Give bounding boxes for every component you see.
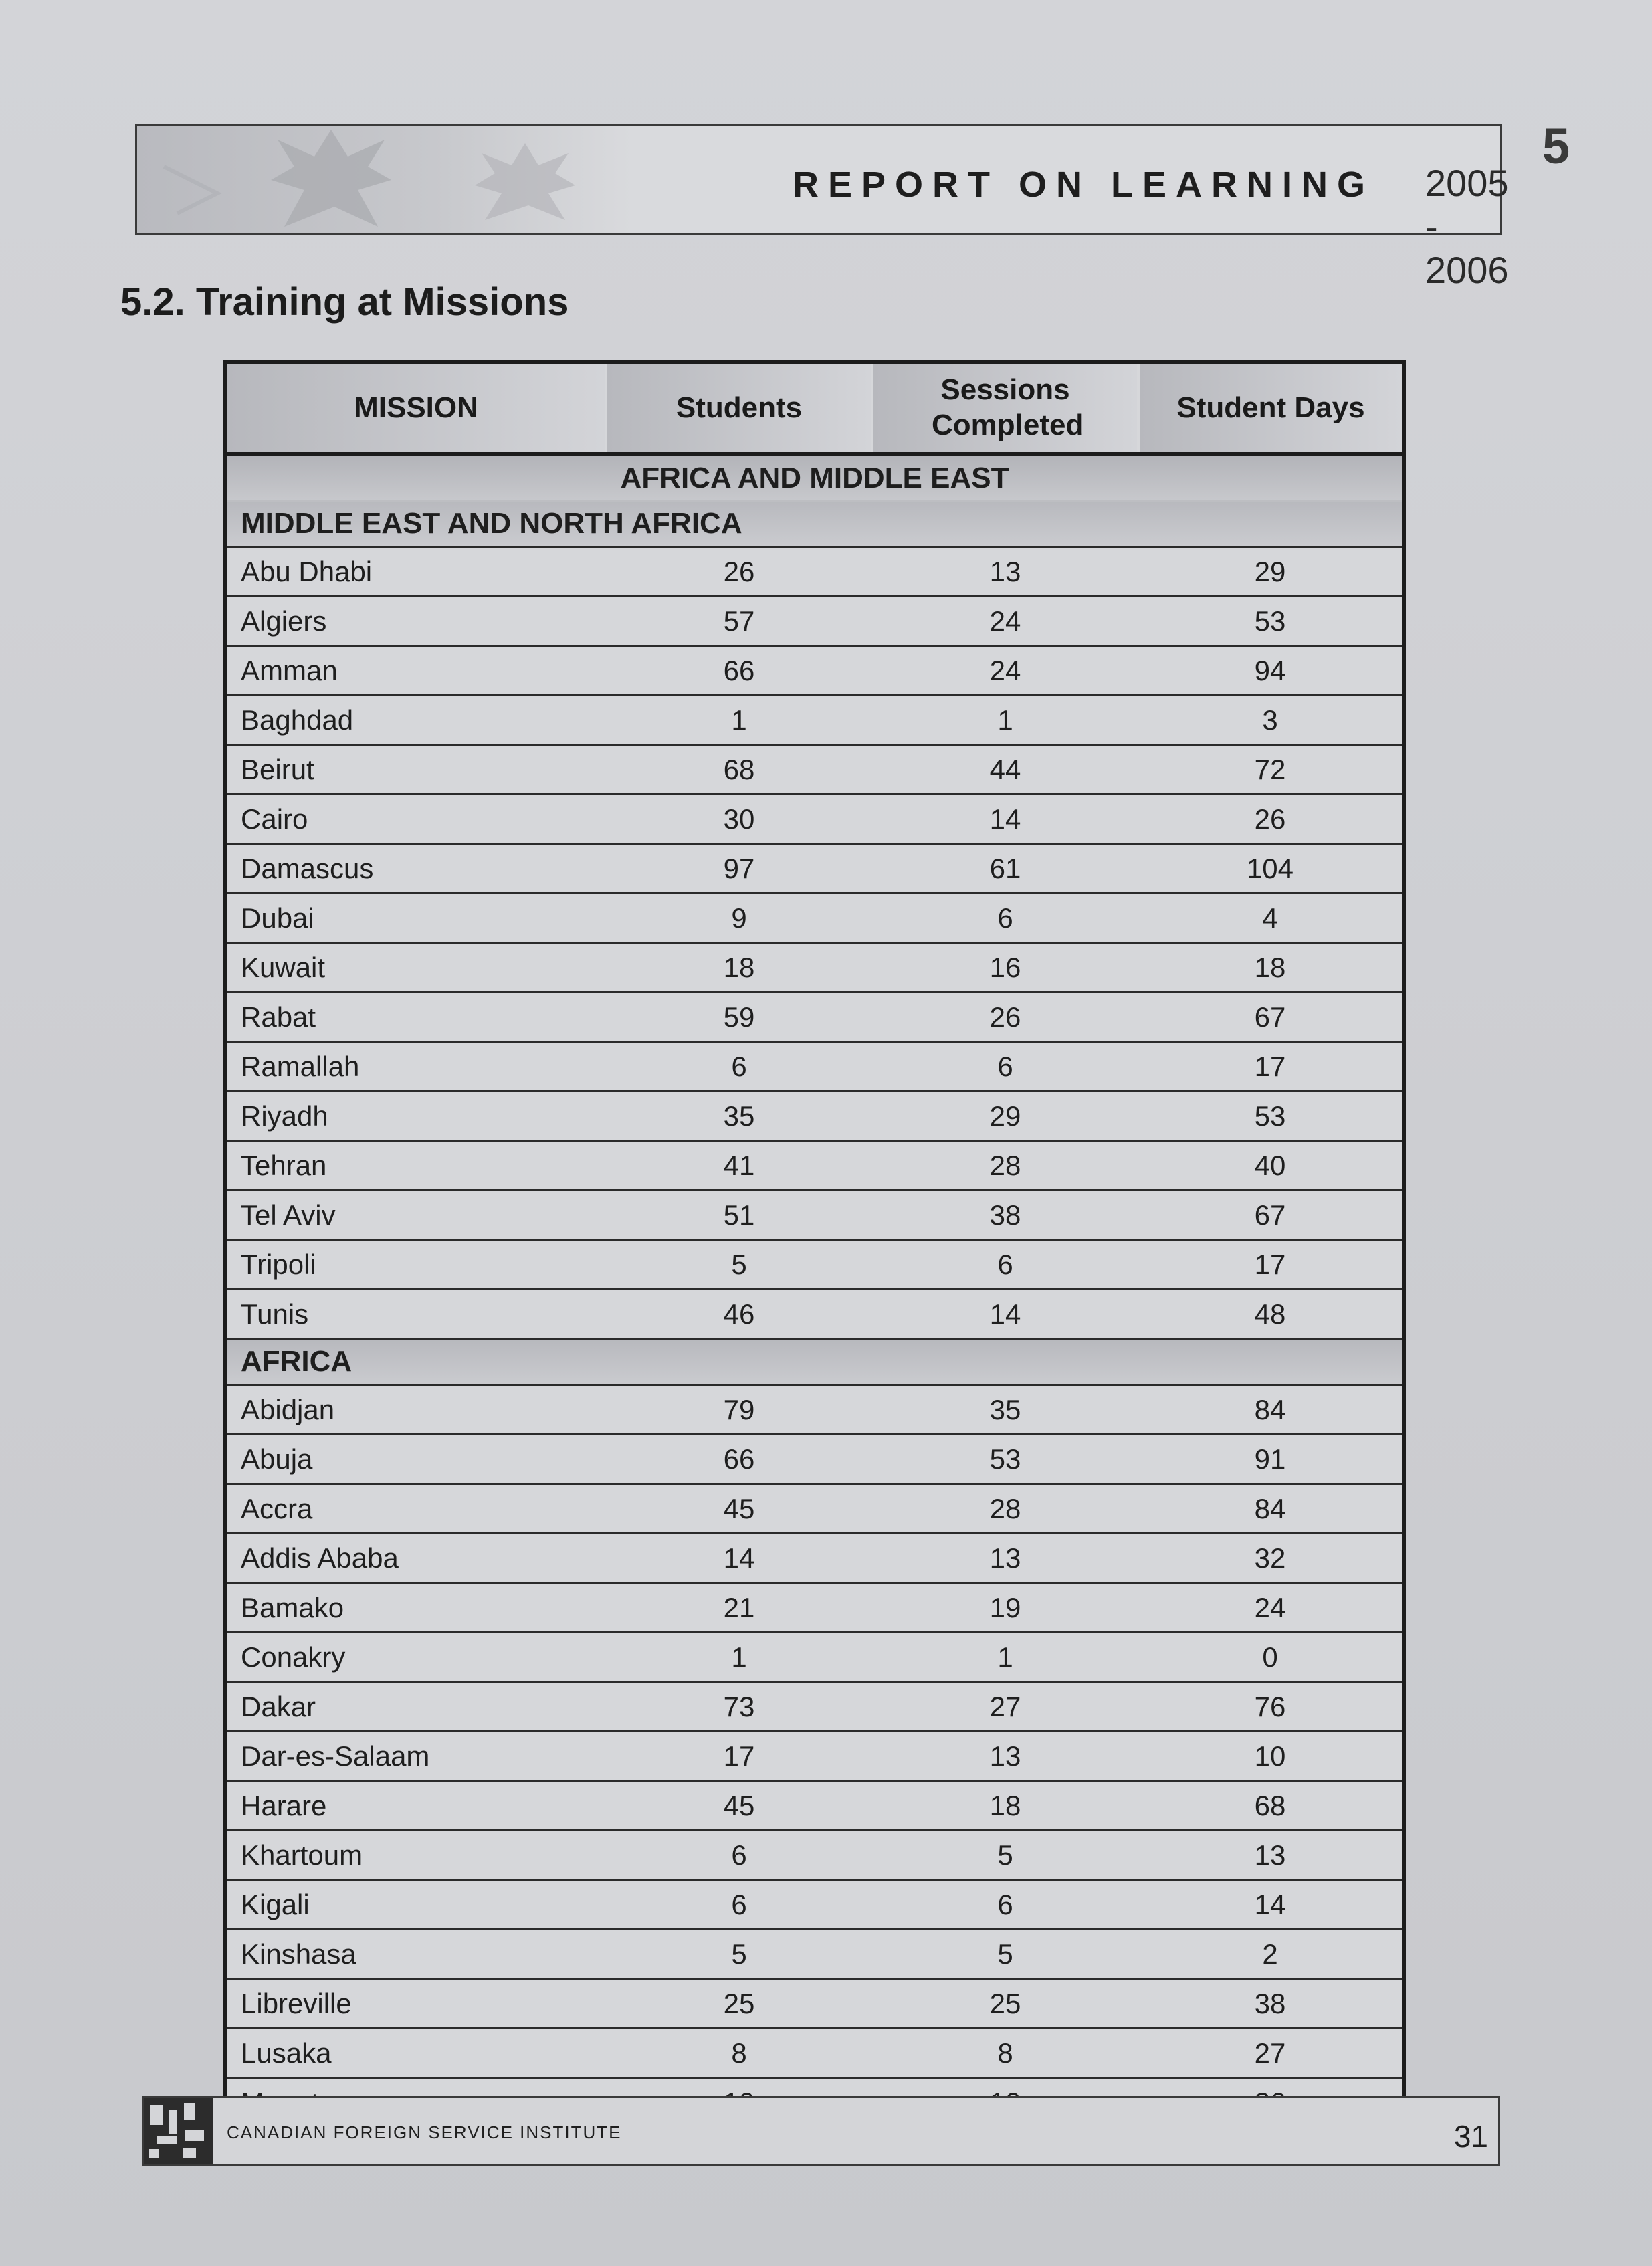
sessions-cell: 5	[872, 1930, 1138, 1979]
students-cell: 21	[606, 1583, 872, 1633]
student-days-cell: 94	[1138, 646, 1402, 696]
region-row	[227, 454, 1402, 501]
students-cell: 73	[606, 1682, 872, 1732]
table-row	[227, 1092, 1402, 1141]
table-row	[227, 696, 1402, 745]
footer	[142, 2096, 1500, 2166]
student-days-cell: 104	[1138, 844, 1402, 894]
students-cell: 6	[606, 1880, 872, 1930]
mission-cell: Ramallah	[227, 1042, 606, 1092]
sessions-cell: 53	[872, 1435, 1138, 1484]
table-row	[227, 597, 1402, 646]
sessions-cell: 24	[872, 597, 1138, 646]
sessions-cell: 8	[872, 2029, 1138, 2078]
mission-cell: Conakry	[227, 1633, 606, 1682]
mission-cell: Damascus	[227, 844, 606, 894]
students-cell: 5	[606, 1240, 872, 1290]
table-row	[227, 1781, 1402, 1831]
table-row	[227, 993, 1402, 1042]
students-cell: 25	[606, 1979, 872, 2029]
table-row	[227, 1141, 1402, 1191]
column-header-sessions-label: Sessions Completed	[932, 373, 1084, 441]
student-days-cell: 38	[1138, 1979, 1402, 2029]
sessions-cell: 27	[872, 1682, 1138, 1732]
table-row	[227, 745, 1402, 795]
student-days-cell: 10	[1138, 1732, 1402, 1781]
student-days-cell: 24	[1138, 1583, 1402, 1633]
mission-cell: Kinshasa	[227, 1930, 606, 1979]
sessions-cell: 18	[872, 1781, 1138, 1831]
students-cell: 46	[606, 1290, 872, 1339]
sessions-cell: 13	[872, 1534, 1138, 1583]
mission-cell: Kuwait	[227, 943, 606, 993]
mission-cell: Accra	[227, 1484, 606, 1534]
chapter-number: 5	[1542, 118, 1570, 174]
sessions-cell: 13	[872, 1732, 1138, 1781]
mission-cell: Dubai	[227, 894, 606, 943]
students-cell: 1	[606, 696, 872, 745]
sessions-cell: 61	[872, 844, 1138, 894]
sessions-cell: 38	[872, 1191, 1138, 1240]
sessions-cell: 24	[872, 646, 1138, 696]
mission-cell: Lusaka	[227, 2029, 606, 2078]
students-cell: 18	[606, 943, 872, 993]
table-row	[227, 1240, 1402, 1290]
table-row	[227, 1633, 1402, 1682]
mission-cell: Libreville	[227, 1979, 606, 2029]
table-row	[227, 1435, 1402, 1484]
region-label: AFRICA AND MIDDLE EAST	[227, 454, 1402, 501]
mission-cell: Bamako	[227, 1583, 606, 1633]
sessions-cell: 28	[872, 1141, 1138, 1191]
mission-cell: Khartoum	[227, 1831, 606, 1880]
student-days-cell: 76	[1138, 1682, 1402, 1732]
sessions-cell: 44	[872, 745, 1138, 795]
student-days-cell: 3	[1138, 696, 1402, 745]
mission-cell: Abuja	[227, 1435, 606, 1484]
sessions-cell: 6	[872, 894, 1138, 943]
table-row	[227, 1385, 1402, 1435]
student-days-cell: 72	[1138, 745, 1402, 795]
table-row	[227, 1682, 1402, 1732]
students-cell: 1	[606, 1633, 872, 1682]
student-days-cell: 14	[1138, 1880, 1402, 1930]
students-cell: 5	[606, 1930, 872, 1979]
student-days-cell: 68	[1138, 1781, 1402, 1831]
table-row	[227, 1979, 1402, 2029]
sessions-cell: 35	[872, 1385, 1138, 1435]
missions-table	[223, 360, 1406, 2128]
student-days-cell: 91	[1138, 1435, 1402, 1484]
student-days-cell: 26	[1138, 795, 1402, 844]
students-cell: 14	[606, 1534, 872, 1583]
mission-cell: Riyadh	[227, 1092, 606, 1141]
sessions-cell: 25	[872, 1979, 1138, 2029]
group-header-row	[227, 501, 1402, 547]
mission-cell: Tunis	[227, 1290, 606, 1339]
mission-cell: Dar-es-Salaam	[227, 1732, 606, 1781]
students-cell: 6	[606, 1042, 872, 1092]
sessions-cell: 5	[872, 1831, 1138, 1880]
organization-name: CANADIAN FOREIGN SERVICE INSTITUTE	[227, 2122, 622, 2142]
mission-cell: Abidjan	[227, 1385, 606, 1435]
column-header-sessions	[872, 364, 1138, 454]
table-row	[227, 1732, 1402, 1781]
table-row	[227, 2029, 1402, 2078]
sessions-cell: 29	[872, 1092, 1138, 1141]
students-cell: 57	[606, 597, 872, 646]
table-row	[227, 1191, 1402, 1240]
table-row	[227, 1583, 1402, 1633]
mission-cell: Cairo	[227, 795, 606, 844]
sessions-cell: 19	[872, 1583, 1138, 1633]
group-label: AFRICA	[227, 1339, 1402, 1385]
student-days-cell: 18	[1138, 943, 1402, 993]
sessions-cell: 1	[872, 696, 1138, 745]
students-cell: 79	[606, 1385, 872, 1435]
student-days-cell: 53	[1138, 597, 1402, 646]
mission-cell: Harare	[227, 1781, 606, 1831]
student-days-cell: 84	[1138, 1385, 1402, 1435]
header-banner	[135, 124, 1509, 291]
students-cell: 97	[606, 844, 872, 894]
mission-cell: Addis Ababa	[227, 1534, 606, 1583]
student-days-cell: 27	[1138, 2029, 1402, 2078]
student-days-cell: 4	[1138, 894, 1402, 943]
mission-cell: Rabat	[227, 993, 606, 1042]
sessions-cell: 14	[872, 1290, 1138, 1339]
column-header-students: Students	[606, 364, 872, 454]
student-days-cell: 32	[1138, 1534, 1402, 1583]
table-row	[227, 1930, 1402, 1979]
students-cell: 41	[606, 1141, 872, 1191]
page-number: 31	[1453, 2119, 1488, 2154]
sessions-cell: 14	[872, 795, 1138, 844]
table-row	[227, 1290, 1402, 1339]
table-row	[227, 1484, 1402, 1534]
students-cell: 68	[606, 745, 872, 795]
table-row	[227, 795, 1402, 844]
report-title: REPORT ON LEARNING	[793, 165, 1375, 205]
table-row	[227, 646, 1402, 696]
table-row	[227, 547, 1402, 597]
mission-cell: Abu Dhabi	[227, 547, 606, 597]
students-cell: 26	[606, 547, 872, 597]
students-cell: 59	[606, 993, 872, 1042]
student-days-cell: 67	[1138, 993, 1402, 1042]
mission-cell: Tel Aviv	[227, 1191, 606, 1240]
students-cell: 35	[606, 1092, 872, 1141]
mission-cell: Tehran	[227, 1141, 606, 1191]
students-cell: 8	[606, 2029, 872, 2078]
sessions-cell: 13	[872, 547, 1138, 597]
column-header-student-days: Student Days	[1138, 364, 1402, 454]
student-days-cell: 67	[1138, 1191, 1402, 1240]
sessions-cell: 26	[872, 993, 1138, 1042]
table-row	[227, 943, 1402, 993]
column-header-mission: MISSION	[227, 364, 606, 454]
mission-cell: Algiers	[227, 597, 606, 646]
student-days-cell: 2	[1138, 1930, 1402, 1979]
student-days-cell: 0	[1138, 1633, 1402, 1682]
table-row	[227, 894, 1402, 943]
mission-cell: Kigali	[227, 1880, 606, 1930]
cfsi-logo-icon	[144, 2098, 213, 2164]
students-cell: 66	[606, 1435, 872, 1484]
table-row	[227, 844, 1402, 894]
students-cell: 30	[606, 795, 872, 844]
report-years: 2005 - 2006	[1425, 162, 1509, 291]
group-label: MIDDLE EAST AND NORTH AFRICA	[227, 501, 1402, 547]
section-title: 5.2. Training at Missions	[120, 280, 569, 324]
students-cell: 51	[606, 1191, 872, 1240]
students-cell: 6	[606, 1831, 872, 1880]
students-cell: 45	[606, 1484, 872, 1534]
mission-cell: Amman	[227, 646, 606, 696]
mission-cell: Baghdad	[227, 696, 606, 745]
student-days-cell: 53	[1138, 1092, 1402, 1141]
student-days-cell: 84	[1138, 1484, 1402, 1534]
student-days-cell: 13	[1138, 1831, 1402, 1880]
student-days-cell: 40	[1138, 1141, 1402, 1191]
sessions-cell: 28	[872, 1484, 1138, 1534]
students-cell: 66	[606, 646, 872, 696]
mission-cell: Tripoli	[227, 1240, 606, 1290]
table-row	[227, 1534, 1402, 1583]
table-body	[227, 454, 1402, 2128]
student-days-cell: 17	[1138, 1240, 1402, 1290]
table-row	[227, 1831, 1402, 1880]
sessions-cell: 1	[872, 1633, 1138, 1682]
mission-cell: Dakar	[227, 1682, 606, 1732]
group-header-row	[227, 1339, 1402, 1385]
mission-cell: Beirut	[227, 745, 606, 795]
sessions-cell: 6	[872, 1240, 1138, 1290]
sessions-cell: 6	[872, 1042, 1138, 1092]
maple-leaf-icon	[137, 126, 632, 233]
students-cell: 17	[606, 1732, 872, 1781]
table-header-row	[227, 364, 1402, 454]
students-cell: 45	[606, 1781, 872, 1831]
student-days-cell: 29	[1138, 547, 1402, 597]
table-row	[227, 1042, 1402, 1092]
student-days-cell: 48	[1138, 1290, 1402, 1339]
student-days-cell: 17	[1138, 1042, 1402, 1092]
sessions-cell: 6	[872, 1880, 1138, 1930]
table-row	[227, 1880, 1402, 1930]
students-cell: 9	[606, 894, 872, 943]
sessions-cell: 16	[872, 943, 1138, 993]
